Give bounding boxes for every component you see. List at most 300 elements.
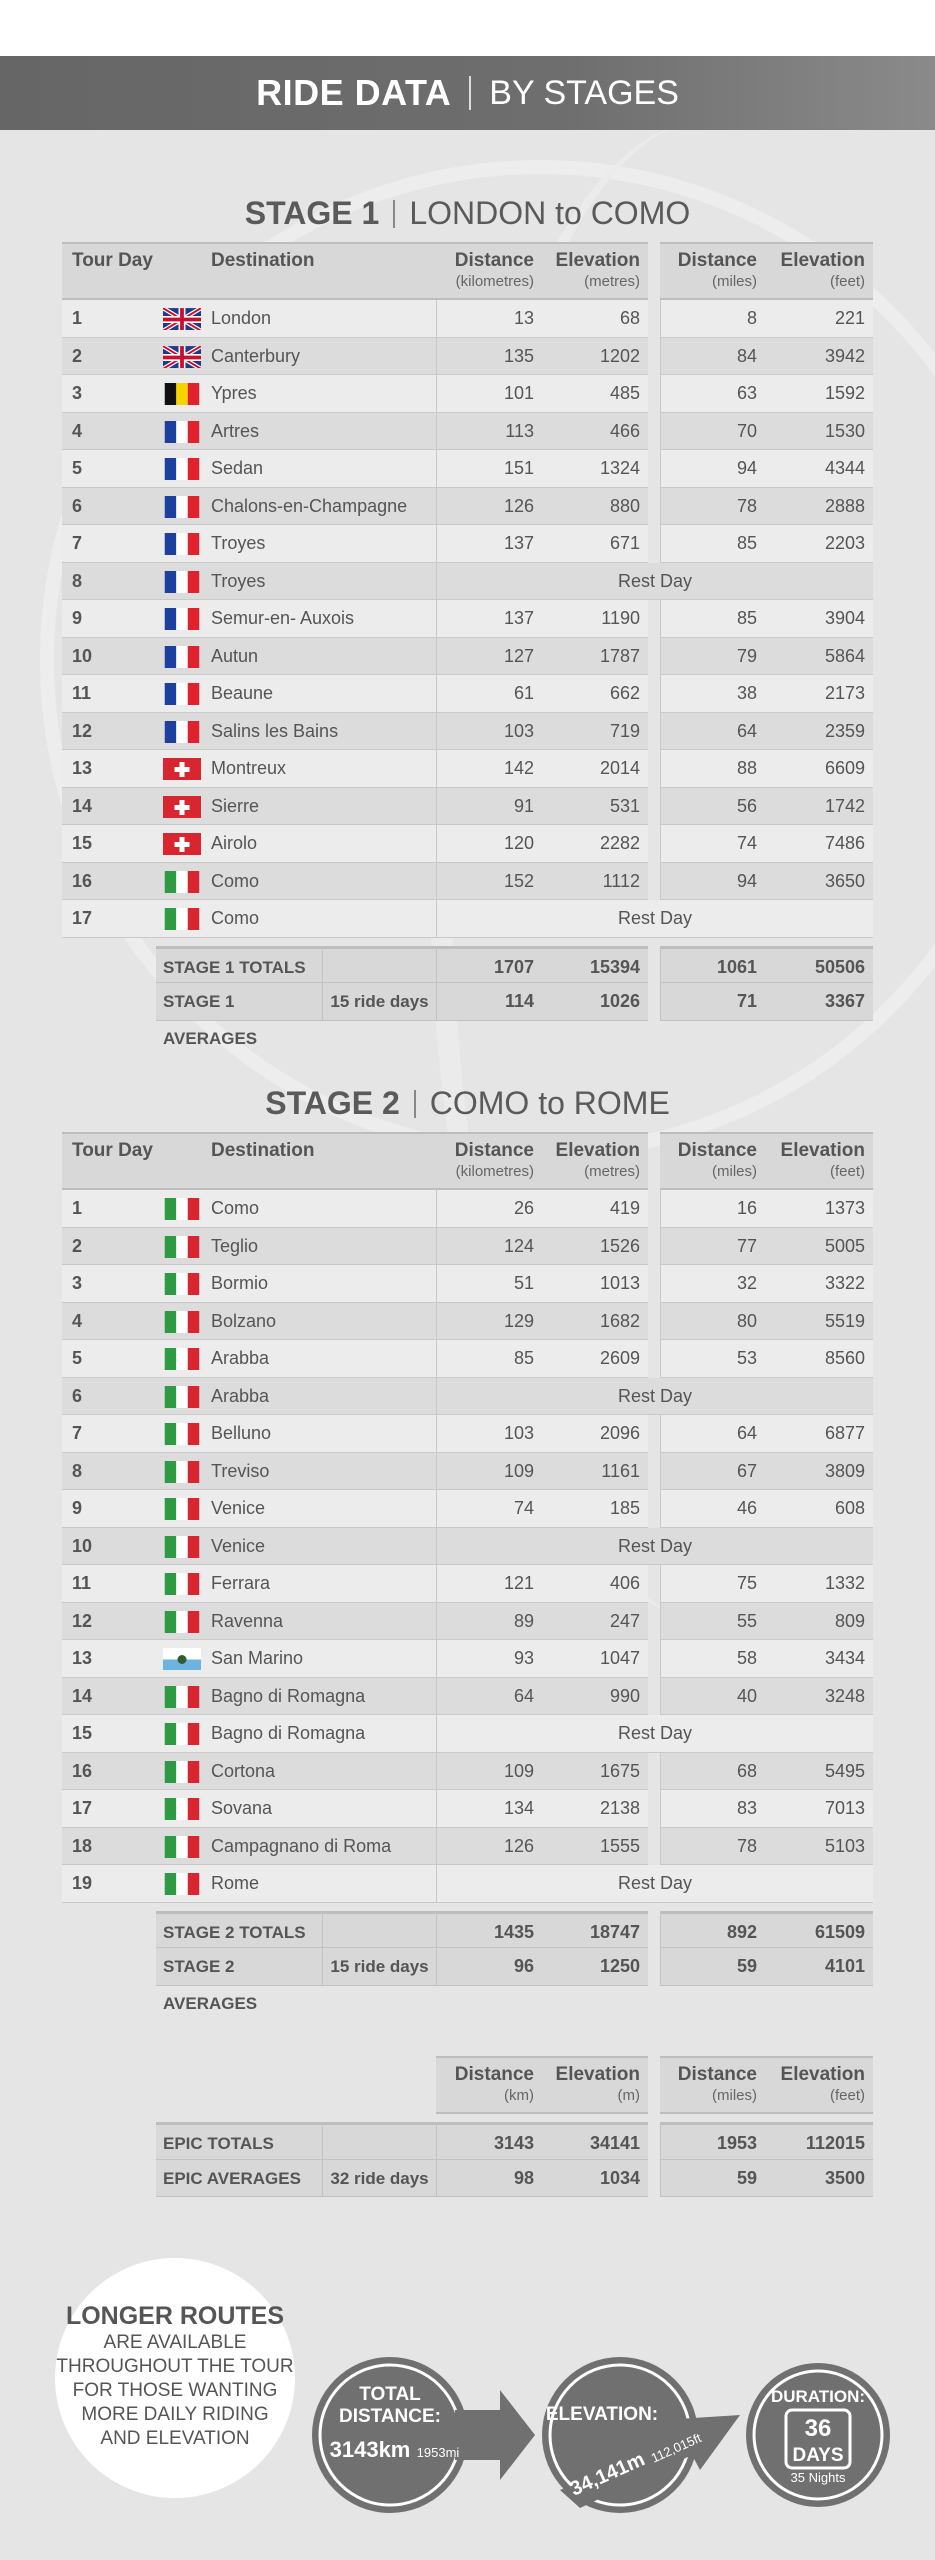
tour-day-cell: 11	[62, 675, 156, 713]
elevation-feet-cell: 5495	[765, 1753, 873, 1791]
destination-cell	[156, 713, 436, 751]
table-row	[62, 1490, 873, 1528]
stage1-totals-label: STAGE 1 TOTALS	[156, 946, 322, 984]
stage1-averages-row	[62, 983, 873, 1048]
tour-day-cell: 15	[62, 1715, 156, 1753]
destination-name: San Marino	[211, 1648, 304, 1668]
distance-miles-cell: 78	[660, 1828, 765, 1866]
distance-km-cell: 121	[436, 1565, 542, 1603]
duration-badge-nights: 35 Nights	[790, 2470, 846, 2485]
distance-miles-cell: 16	[660, 1190, 765, 1228]
flag-uk-icon	[163, 345, 201, 368]
distance-km-cell: 126	[436, 1828, 542, 1866]
table-row	[62, 1528, 873, 1566]
header-destination-label: Destination	[211, 1140, 315, 1161]
banner-title-bold: RIDE DATA	[256, 72, 452, 113]
rest-day-cell: Rest Day	[436, 900, 873, 938]
distance-km-cell: 126	[436, 488, 542, 526]
elevation-m-cell: 2609	[542, 1340, 648, 1378]
distance-miles-cell: 53	[660, 1340, 765, 1378]
destination-cell	[156, 1415, 436, 1453]
stage2-totals-miles: 892	[660, 1911, 765, 1949]
epic-totals-miles: 1953	[660, 2122, 765, 2160]
table-row	[62, 1228, 873, 1266]
elevation-m-cell: 1112	[542, 863, 648, 901]
distance-miles-cell: 88	[660, 750, 765, 788]
distance-km-cell: 89	[436, 1603, 542, 1641]
distance-km-cell: 101	[436, 375, 542, 413]
elevation-m-cell: 719	[542, 713, 648, 751]
table-row	[62, 1190, 873, 1228]
table-row	[62, 1640, 873, 1678]
distance-km-cell: 129	[436, 1303, 542, 1341]
stage1-totals-miles: 1061	[660, 946, 765, 984]
tour-day-cell: 7	[62, 1415, 156, 1453]
distance-km-cell: 135	[436, 338, 542, 376]
stage1-table	[62, 242, 873, 1048]
flag-it-icon	[163, 1872, 201, 1895]
destination-name: Ravenna	[211, 1610, 284, 1631]
tour-day-cell: 4	[62, 1303, 156, 1341]
destination-name: Como	[211, 908, 260, 928]
epic-totals-days	[322, 2122, 436, 2160]
flag-it-icon	[163, 1460, 201, 1483]
distance-km-cell: 93	[436, 1640, 542, 1678]
elevation-feet-cell: 3904	[765, 600, 873, 638]
distance-badge-value: 3143km	[329, 2437, 411, 2462]
elevation-feet-cell: 1530	[765, 413, 873, 451]
destination-cell	[156, 788, 436, 826]
elevation-feet-cell: 2888	[765, 488, 873, 526]
table-row	[62, 788, 873, 826]
destination-cell	[156, 1378, 436, 1416]
distance-miles-cell: 77	[660, 1228, 765, 1266]
distance-miles-cell: 40	[660, 1678, 765, 1716]
flag-ch-icon	[163, 757, 201, 780]
elevation-feet-cell: 1373	[765, 1190, 873, 1228]
table-row	[62, 1565, 873, 1603]
destination-name: Artres	[211, 420, 260, 441]
epic-averages-feet: 3500	[765, 2160, 873, 2198]
stage1-totals-feet: 50506	[765, 946, 873, 984]
flag-it-icon	[163, 1197, 201, 1220]
table-row	[62, 863, 873, 901]
destination-cell	[156, 750, 436, 788]
destination-name: Bagno di Romagna	[211, 1685, 366, 1706]
header-distance-km-label: Distance	[454, 1140, 534, 1161]
stage1-averages-label: STAGE 1 AVERAGES	[156, 983, 322, 1021]
header-distance-km-unit: (kilometres)	[455, 1163, 534, 1180]
epic-totals-km: 3143	[436, 2122, 542, 2160]
stage2-totals-feet: 61509	[765, 1911, 873, 1949]
stage1-header-tour-day	[62, 242, 156, 300]
destination-cell	[156, 413, 436, 451]
elevation-feet-cell: 6877	[765, 1415, 873, 1453]
stage1-averages-feet: 3367	[765, 983, 873, 1021]
elevation-feet-cell: 7013	[765, 1790, 873, 1828]
elevation-feet-cell: 5005	[765, 1228, 873, 1266]
stage1-totals-row	[62, 946, 873, 984]
elevation-m-cell: 1047	[542, 1640, 648, 1678]
epic-totals-feet: 112015	[765, 2122, 873, 2160]
epic-averages-miles: 59	[660, 2160, 765, 2198]
stage2-table	[62, 1132, 873, 2013]
destination-name: Arabba	[211, 1385, 270, 1406]
header-elevation-feet-unit: (feet)	[829, 273, 865, 290]
tour-day-cell: 4	[62, 413, 156, 451]
destination-name: Chalons-en-Champagne	[211, 495, 408, 516]
distance-km-cell: 109	[436, 1753, 542, 1791]
distance-miles-cell: 85	[660, 600, 765, 638]
stage1-totals-m: 15394	[542, 946, 648, 984]
duration-badge	[746, 2363, 890, 2507]
distance-miles-cell: 83	[660, 1790, 765, 1828]
distance-km-cell: 120	[436, 825, 542, 863]
elevation-m-cell: 1787	[542, 638, 648, 676]
stage1-header-distance-miles	[660, 242, 765, 300]
elevation-m-cell: 1526	[542, 1228, 648, 1266]
destination-name: Bormio	[211, 1273, 269, 1293]
stage1-averages-miles: 71	[660, 983, 765, 1021]
banner-title-light: BY STAGES	[489, 73, 679, 112]
flag-ch-icon	[163, 832, 201, 855]
destination-cell	[156, 1603, 436, 1641]
epic-averages-row	[62, 2160, 873, 2198]
elevation-feet-cell: 2203	[765, 525, 873, 563]
header-distance-km-unit: (kilometres)	[455, 273, 534, 290]
elevation-m-cell: 1682	[542, 1303, 648, 1341]
tour-day-cell: 17	[62, 900, 156, 938]
elevation-feet-cell: 5864	[765, 638, 873, 676]
distance-km-cell: 74	[436, 1490, 542, 1528]
distance-badge-title-2: DISTANCE:	[338, 2406, 442, 2427]
elevation-m-cell: 662	[542, 675, 648, 713]
elevation-feet-cell: 4344	[765, 450, 873, 488]
distance-km-cell: 61	[436, 675, 542, 713]
elevation-feet-cell: 3248	[765, 1678, 873, 1716]
distance-miles-cell: 55	[660, 1603, 765, 1641]
stage2-title-divider	[414, 1090, 416, 1118]
elevation-m-cell: 1555	[542, 1828, 648, 1866]
header-elevation-feet-label: Elevation	[780, 1140, 865, 1161]
stage2-header-elevation-m	[542, 1132, 648, 1190]
destination-name: Ferrara	[211, 1573, 271, 1593]
destination-name: Sedan	[211, 458, 264, 478]
flag-fr-icon	[163, 720, 201, 743]
distance-km-cell: 103	[436, 1415, 542, 1453]
elevation-m-cell: 419	[542, 1190, 648, 1228]
callout-line-2: THROUGHOUT THE TOUR	[56, 2356, 294, 2377]
stage2-totals-row	[62, 1911, 873, 1949]
table-row	[62, 413, 873, 451]
stage2-header-elevation-feet	[765, 1132, 873, 1190]
flag-it-icon	[163, 1835, 201, 1858]
stage1-totals-km: 1707	[436, 946, 542, 984]
destination-cell	[156, 1303, 436, 1341]
flag-it-icon	[163, 1422, 201, 1445]
flag-it-icon	[163, 1610, 201, 1633]
tour-day-cell: 13	[62, 750, 156, 788]
destination-cell	[156, 563, 436, 601]
distance-miles-cell: 85	[660, 525, 765, 563]
destination-name: Teglio	[211, 1235, 259, 1256]
elevation-feet-cell: 3809	[765, 1453, 873, 1491]
table-row	[62, 600, 873, 638]
destination-cell	[156, 863, 436, 901]
callout-line-1: ARE AVAILABLE	[103, 2332, 247, 2353]
destination-name: London	[211, 308, 272, 328]
distance-km-cell: 91	[436, 788, 542, 826]
tour-day-cell: 15	[62, 825, 156, 863]
epic-header-row	[62, 2056, 873, 2114]
rest-day-cell: Rest Day	[436, 1715, 873, 1753]
epic-header-distance-km: Distance (km)	[436, 2056, 542, 2114]
header-elevation-m-label: Elevation	[555, 250, 640, 271]
duration-badge-title: DURATION:	[770, 2387, 866, 2406]
distance-miles-cell: 38	[660, 675, 765, 713]
destination-cell	[156, 375, 436, 413]
table-row	[62, 450, 873, 488]
stage2-title	[0, 1085, 935, 1122]
table-row	[62, 525, 873, 563]
destination-cell	[156, 300, 436, 338]
header-distance-miles-unit: (miles)	[712, 1163, 757, 1180]
distance-miles-cell: 63	[660, 375, 765, 413]
destination-cell	[156, 1228, 436, 1266]
distance-miles-cell: 68	[660, 1753, 765, 1791]
destination-name: Autun	[211, 645, 259, 666]
table-row	[62, 1715, 873, 1753]
elevation-m-cell: 990	[542, 1678, 648, 1716]
elevation-feet-cell: 8560	[765, 1340, 873, 1378]
stage2-title-route: COMO to ROME	[429, 1085, 670, 1121]
destination-name: Sovana	[211, 1798, 273, 1818]
destination-cell	[156, 1265, 436, 1303]
distance-km-cell: 137	[436, 525, 542, 563]
elevation-m-cell: 466	[542, 413, 648, 451]
stage1-title-bold: STAGE 1	[244, 195, 380, 231]
stage1-header-elevation-m	[542, 242, 648, 300]
destination-name: Semur-en- Auxois	[211, 608, 355, 628]
epic-averages-label: EPIC AVERAGES	[156, 2160, 322, 2198]
stage2-averages-miles: 59	[660, 1948, 765, 1986]
tour-day-cell: 6	[62, 1378, 156, 1416]
elevation-feet-cell: 3942	[765, 338, 873, 376]
elevation-feet-cell: 5519	[765, 1303, 873, 1341]
epic-header-elevation-m: Elevation (m)	[542, 2056, 648, 2114]
destination-cell	[156, 1828, 436, 1866]
destination-name: Beaune	[211, 683, 274, 703]
flag-it-icon	[163, 1272, 201, 1295]
header-distance-miles-label: Distance	[677, 250, 757, 271]
distance-miles-cell: 56	[660, 788, 765, 826]
distance-km-cell: 13	[436, 300, 542, 338]
tour-day-cell: 7	[62, 525, 156, 563]
destination-cell	[156, 638, 436, 676]
tour-day-cell: 19	[62, 1865, 156, 1903]
destination-name: Ypres	[211, 383, 257, 403]
longer-routes-callout	[55, 2258, 295, 2498]
callout-line-3: FOR THOSE WANTING	[72, 2380, 278, 2401]
distance-miles-cell: 70	[660, 413, 765, 451]
table-row	[62, 1415, 873, 1453]
stage2-header-destination	[156, 1132, 436, 1190]
tour-day-cell: 16	[62, 863, 156, 901]
stage2-totals-m: 18747	[542, 1911, 648, 1949]
stats-badges	[300, 2340, 900, 2530]
elevation-feet-cell: 6609	[765, 750, 873, 788]
flag-it-icon	[163, 1535, 201, 1558]
distance-miles-cell: 74	[660, 825, 765, 863]
distance-km-cell: 51	[436, 1265, 542, 1303]
stage2-averages-row	[62, 1948, 873, 2013]
header-elevation-m-unit: (metres)	[584, 273, 640, 290]
table-row	[62, 375, 873, 413]
table-row	[62, 1453, 873, 1491]
tour-day-cell: 9	[62, 600, 156, 638]
tour-day-cell: 17	[62, 1790, 156, 1828]
stage1-averages-m: 1026	[542, 983, 648, 1021]
table-row	[62, 488, 873, 526]
table-row	[62, 338, 873, 376]
rest-day-cell: Rest Day	[436, 563, 873, 601]
rest-day-cell: Rest Day	[436, 1528, 873, 1566]
distance-km-cell: 151	[436, 450, 542, 488]
table-row	[62, 713, 873, 751]
flag-fr-icon	[163, 532, 201, 555]
distance-miles-cell: 58	[660, 1640, 765, 1678]
distance-miles-cell: 84	[660, 338, 765, 376]
distance-miles-cell: 94	[660, 450, 765, 488]
tour-day-cell: 12	[62, 1603, 156, 1641]
tour-day-cell: 18	[62, 1828, 156, 1866]
elevation-feet-cell: 2173	[765, 675, 873, 713]
destination-cell	[156, 1340, 436, 1378]
epic-header-elevation-feet: Elevation (feet)	[765, 2056, 873, 2114]
elevation-feet-cell: 608	[765, 1490, 873, 1528]
table-row	[62, 1303, 873, 1341]
elevation-m-cell: 1202	[542, 338, 648, 376]
header-elevation-m-unit: (metres)	[584, 1163, 640, 1180]
elevation-m-cell: 1013	[542, 1265, 648, 1303]
tour-day-cell: 5	[62, 450, 156, 488]
stage2-header-tour-day	[62, 1132, 156, 1190]
elevation-m-cell: 1324	[542, 450, 648, 488]
destination-name: Treviso	[211, 1460, 270, 1481]
flag-fr-icon	[163, 570, 201, 593]
elevation-m-cell: 185	[542, 1490, 648, 1528]
stage2-totals-days	[322, 1911, 436, 1949]
destination-name: Bolzano	[211, 1310, 277, 1331]
page-banner	[0, 56, 935, 130]
tour-day-cell: 2	[62, 1228, 156, 1266]
distance-miles-cell: 32	[660, 1265, 765, 1303]
elevation-m-cell: 2014	[542, 750, 648, 788]
table-row	[62, 825, 873, 863]
callout-line-5: AND ELEVATION	[100, 2428, 250, 2449]
distance-km-cell: 64	[436, 1678, 542, 1716]
destination-name: Salins les Bains	[211, 720, 339, 741]
destination-name: Como	[211, 870, 260, 891]
tour-day-cell: 3	[62, 375, 156, 413]
elevation-feet-cell: 2359	[765, 713, 873, 751]
destination-name: Rome	[211, 1873, 260, 1893]
duration-badge-days-number: 36	[804, 2415, 832, 2442]
header-distance-miles-unit: (miles)	[712, 273, 757, 290]
flag-it-icon	[163, 1722, 201, 1745]
elevation-badge-value: 34,141m	[567, 2448, 649, 2501]
stage2-title-bold: STAGE 2	[265, 1085, 400, 1121]
distance-km-cell: 142	[436, 750, 542, 788]
stage2-header-distance-km	[436, 1132, 542, 1190]
distance-km-cell: 26	[436, 1190, 542, 1228]
table-row	[62, 750, 873, 788]
header-distance-miles-label: Distance	[677, 1140, 757, 1161]
stage1-header-elevation-feet	[765, 242, 873, 300]
duration-badge-days-label: DAYS	[792, 2445, 844, 2466]
tour-day-cell: 10	[62, 638, 156, 676]
stage1-header-destination	[156, 242, 436, 300]
destination-cell	[156, 338, 436, 376]
distance-miles-cell: 79	[660, 638, 765, 676]
rest-day-cell: Rest Day	[436, 1865, 873, 1903]
elevation-feet-cell: 3322	[765, 1265, 873, 1303]
tour-day-cell: 14	[62, 788, 156, 826]
header-elevation-m-label: Elevation	[555, 1140, 640, 1161]
destination-cell	[156, 1190, 436, 1228]
distance-miles-cell: 80	[660, 1303, 765, 1341]
elevation-m-cell: 2096	[542, 1415, 648, 1453]
destination-cell	[156, 900, 436, 938]
destination-cell	[156, 825, 436, 863]
elevation-feet-cell: 221	[765, 300, 873, 338]
destination-cell	[156, 600, 436, 638]
header-destination-label: Destination	[211, 250, 315, 271]
destination-cell	[156, 675, 436, 713]
destination-name: Bagno di Romagna	[211, 1723, 366, 1743]
distance-km-cell: 113	[436, 413, 542, 451]
epic-totals-m: 34141	[542, 2122, 648, 2160]
destination-cell	[156, 1565, 436, 1603]
tour-day-cell: 10	[62, 1528, 156, 1566]
stage1-title-divider	[393, 200, 395, 228]
destination-cell	[156, 450, 436, 488]
table-row	[62, 1790, 873, 1828]
flag-be-icon	[163, 382, 201, 405]
destination-name: Troyes	[211, 570, 266, 591]
flag-it-icon	[163, 1797, 201, 1820]
stage2-totals-km: 1435	[436, 1911, 542, 1949]
stage1-title-route: LONDON to COMO	[409, 195, 691, 231]
elevation-badge	[542, 2357, 740, 2513]
tour-day-cell: 16	[62, 1753, 156, 1791]
destination-cell	[156, 1528, 436, 1566]
flag-it-icon	[163, 870, 201, 893]
elevation-m-cell: 68	[542, 300, 648, 338]
flag-it-icon	[163, 1235, 201, 1258]
destination-name: Venice	[211, 1535, 266, 1556]
flag-sm-icon	[163, 1647, 201, 1670]
stage1-header-distance-km	[436, 242, 542, 300]
distance-miles-cell: 46	[660, 1490, 765, 1528]
tour-day-cell: 1	[62, 300, 156, 338]
epic-averages-m: 1034	[542, 2160, 648, 2198]
distance-km-cell: 137	[436, 600, 542, 638]
table-row	[62, 300, 873, 338]
elevation-m-cell: 1161	[542, 1453, 648, 1491]
tour-day-cell: 1	[62, 1190, 156, 1228]
callout-title: LONGER ROUTES	[65, 2302, 285, 2330]
